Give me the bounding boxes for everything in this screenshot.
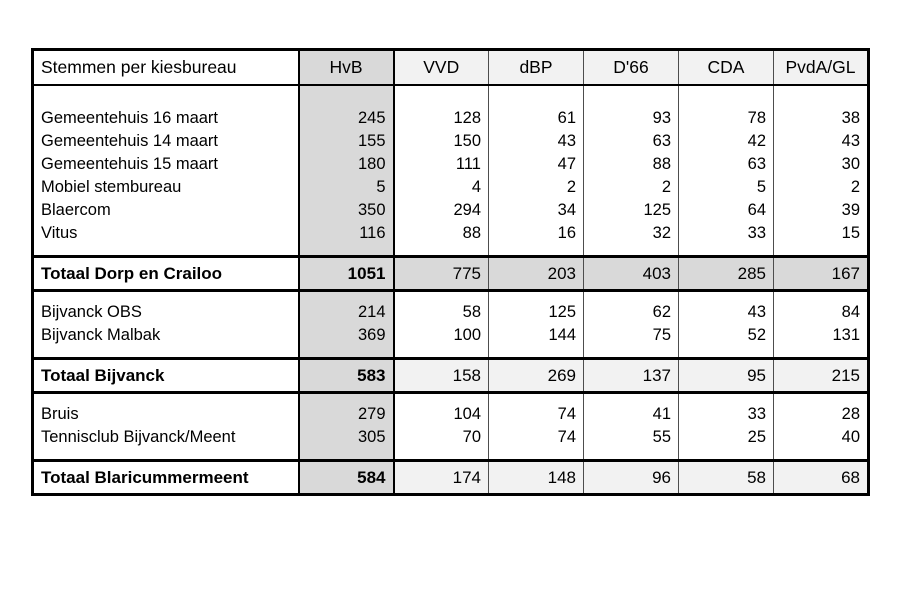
spacer-cell (774, 85, 869, 107)
total-cell-d-66: 403 (584, 256, 679, 290)
spacer-cell (679, 290, 774, 301)
spacer-cell (774, 290, 869, 301)
spacer-cell (679, 449, 774, 460)
spacer-cell (33, 449, 299, 460)
row-cell-cda: 52 (679, 324, 774, 347)
row-cell-pvda-gl: 84 (774, 301, 869, 324)
spacer-cell (489, 449, 584, 460)
row-cell-hvb: 279 (299, 403, 394, 426)
total-row (33, 460, 869, 494)
table-row (33, 107, 869, 130)
spacer-cell (489, 245, 584, 256)
row-cell-vvd: 88 (394, 222, 489, 245)
row-cell-hvb: 180 (299, 153, 394, 176)
spacer-cell (679, 347, 774, 358)
row-cell-hvb: 245 (299, 107, 394, 130)
row-cell-hvb: 155 (299, 130, 394, 153)
spacer-cell (584, 290, 679, 301)
row-label: Gemeentehuis 14 maart (33, 130, 299, 153)
row-label: Blaercom (33, 199, 299, 222)
spacer-cell (679, 245, 774, 256)
total-cell-hvb: 1051 (299, 256, 394, 290)
total-cell-dbp: 269 (489, 358, 584, 392)
spacer-cell (774, 245, 869, 256)
total-cell-cda: 58 (679, 460, 774, 494)
table-row (33, 153, 869, 176)
row-cell-pvda-gl: 15 (774, 222, 869, 245)
spacer-cell (394, 347, 489, 358)
table-row (33, 176, 869, 199)
spacer-cell (584, 392, 679, 403)
row-cell-pvda-gl: 131 (774, 324, 869, 347)
spacer-cell (584, 245, 679, 256)
spacer-cell (33, 347, 299, 358)
row-cell-pvda-gl: 39 (774, 199, 869, 222)
spacer-cell (299, 85, 394, 107)
row-cell-dbp: 16 (489, 222, 584, 245)
spacer-cell (584, 85, 679, 107)
spacer-cell (33, 290, 299, 301)
total-row-label: Totaal Blaricummermeent (33, 460, 299, 494)
row-label: Bruis (33, 403, 299, 426)
row-cell-cda: 64 (679, 199, 774, 222)
table-body (33, 85, 869, 494)
spacer-cell (679, 85, 774, 107)
votes-per-polling-station-table (31, 48, 870, 496)
row-cell-d-66: 32 (584, 222, 679, 245)
row-cell-hvb: 214 (299, 301, 394, 324)
spacer-cell (299, 290, 394, 301)
row-cell-dbp: 43 (489, 130, 584, 153)
row-label: Mobiel stembureau (33, 176, 299, 199)
table-header (33, 50, 869, 86)
total-row-label: Totaal Dorp en Crailoo (33, 256, 299, 290)
total-cell-d-66: 137 (584, 358, 679, 392)
spacer-cell (394, 392, 489, 403)
spacer-cell (584, 449, 679, 460)
spacer-cell (774, 392, 869, 403)
column-header-hvb: HvB (299, 50, 394, 86)
total-cell-cda: 285 (679, 256, 774, 290)
row-cell-dbp: 34 (489, 199, 584, 222)
table-row (33, 324, 869, 347)
row-cell-vvd: 70 (394, 426, 489, 449)
row-cell-dbp: 144 (489, 324, 584, 347)
spacer-cell (584, 347, 679, 358)
spacer-row (33, 347, 869, 358)
table-row (33, 130, 869, 153)
row-label: Bijvanck Malbak (33, 324, 299, 347)
spacer-cell (33, 245, 299, 256)
spacer-cell (299, 449, 394, 460)
table-row (33, 199, 869, 222)
spacer-row (33, 85, 869, 107)
header-row (33, 50, 869, 86)
spacer-cell (489, 347, 584, 358)
spacer-cell (489, 392, 584, 403)
total-cell-cda: 95 (679, 358, 774, 392)
total-row (33, 358, 869, 392)
total-row-label: Totaal Bijvanck (33, 358, 299, 392)
table-row (33, 222, 869, 245)
votes-table-container (31, 48, 867, 496)
row-cell-vvd: 58 (394, 301, 489, 324)
spacer-cell (33, 392, 299, 403)
row-cell-dbp: 74 (489, 426, 584, 449)
total-cell-pvda-gl: 215 (774, 358, 869, 392)
row-cell-hvb: 369 (299, 324, 394, 347)
row-label: Bijvanck OBS (33, 301, 299, 324)
total-cell-d-66: 96 (584, 460, 679, 494)
spacer-cell (489, 85, 584, 107)
row-cell-dbp: 61 (489, 107, 584, 130)
row-cell-cda: 5 (679, 176, 774, 199)
spacer-cell (679, 392, 774, 403)
row-cell-vvd: 294 (394, 199, 489, 222)
row-cell-cda: 33 (679, 222, 774, 245)
total-cell-dbp: 148 (489, 460, 584, 494)
row-cell-pvda-gl: 30 (774, 153, 869, 176)
spacer-cell (394, 245, 489, 256)
spacer-cell (489, 290, 584, 301)
total-cell-dbp: 203 (489, 256, 584, 290)
row-cell-d-66: 55 (584, 426, 679, 449)
total-cell-hvb: 583 (299, 358, 394, 392)
row-cell-cda: 33 (679, 403, 774, 426)
row-cell-vvd: 128 (394, 107, 489, 130)
column-header-dbp: dBP (489, 50, 584, 86)
row-cell-d-66: 2 (584, 176, 679, 199)
total-cell-vvd: 158 (394, 358, 489, 392)
row-cell-d-66: 41 (584, 403, 679, 426)
row-cell-d-66: 75 (584, 324, 679, 347)
row-cell-cda: 78 (679, 107, 774, 130)
table-row (33, 301, 869, 324)
row-cell-vvd: 111 (394, 153, 489, 176)
total-row (33, 256, 869, 290)
row-cell-vvd: 150 (394, 130, 489, 153)
spacer-row (33, 245, 869, 256)
row-cell-cda: 25 (679, 426, 774, 449)
row-cell-d-66: 93 (584, 107, 679, 130)
table-row (33, 426, 869, 449)
row-cell-pvda-gl: 38 (774, 107, 869, 130)
column-header-title: Stemmen per kiesbureau (33, 50, 299, 86)
spacer-cell (394, 85, 489, 107)
row-cell-vvd: 104 (394, 403, 489, 426)
row-cell-cda: 63 (679, 153, 774, 176)
spacer-cell (33, 85, 299, 107)
row-cell-cda: 42 (679, 130, 774, 153)
row-cell-cda: 43 (679, 301, 774, 324)
row-label: Gemeentehuis 15 maart (33, 153, 299, 176)
row-cell-hvb: 5 (299, 176, 394, 199)
row-cell-hvb: 350 (299, 199, 394, 222)
row-cell-dbp: 74 (489, 403, 584, 426)
row-cell-dbp: 2 (489, 176, 584, 199)
row-cell-dbp: 47 (489, 153, 584, 176)
row-cell-d-66: 62 (584, 301, 679, 324)
total-cell-pvda-gl: 68 (774, 460, 869, 494)
spacer-cell (299, 245, 394, 256)
row-cell-pvda-gl: 40 (774, 426, 869, 449)
spacer-row (33, 392, 869, 403)
row-cell-hvb: 116 (299, 222, 394, 245)
table-row (33, 403, 869, 426)
row-cell-d-66: 63 (584, 130, 679, 153)
spacer-row (33, 290, 869, 301)
row-cell-vvd: 4 (394, 176, 489, 199)
spacer-row (33, 449, 869, 460)
row-label: Vitus (33, 222, 299, 245)
spacer-cell (394, 449, 489, 460)
row-cell-d-66: 88 (584, 153, 679, 176)
row-label: Gemeentehuis 16 maart (33, 107, 299, 130)
column-header-vvd: VVD (394, 50, 489, 86)
spacer-cell (299, 392, 394, 403)
spacer-cell (394, 290, 489, 301)
spacer-cell (299, 347, 394, 358)
row-cell-pvda-gl: 28 (774, 403, 869, 426)
column-header-d66: D'66 (584, 50, 679, 86)
row-cell-hvb: 305 (299, 426, 394, 449)
row-cell-d-66: 125 (584, 199, 679, 222)
row-cell-vvd: 100 (394, 324, 489, 347)
row-cell-pvda-gl: 2 (774, 176, 869, 199)
row-cell-pvda-gl: 43 (774, 130, 869, 153)
column-header-pvda-gl: PvdA/GL (774, 50, 869, 86)
row-cell-dbp: 125 (489, 301, 584, 324)
spacer-cell (774, 347, 869, 358)
spacer-cell (774, 449, 869, 460)
row-label: Tennisclub Bijvanck/Meent (33, 426, 299, 449)
total-cell-vvd: 775 (394, 256, 489, 290)
total-cell-vvd: 174 (394, 460, 489, 494)
column-header-cda: CDA (679, 50, 774, 86)
total-cell-hvb: 584 (299, 460, 394, 494)
total-cell-pvda-gl: 167 (774, 256, 869, 290)
